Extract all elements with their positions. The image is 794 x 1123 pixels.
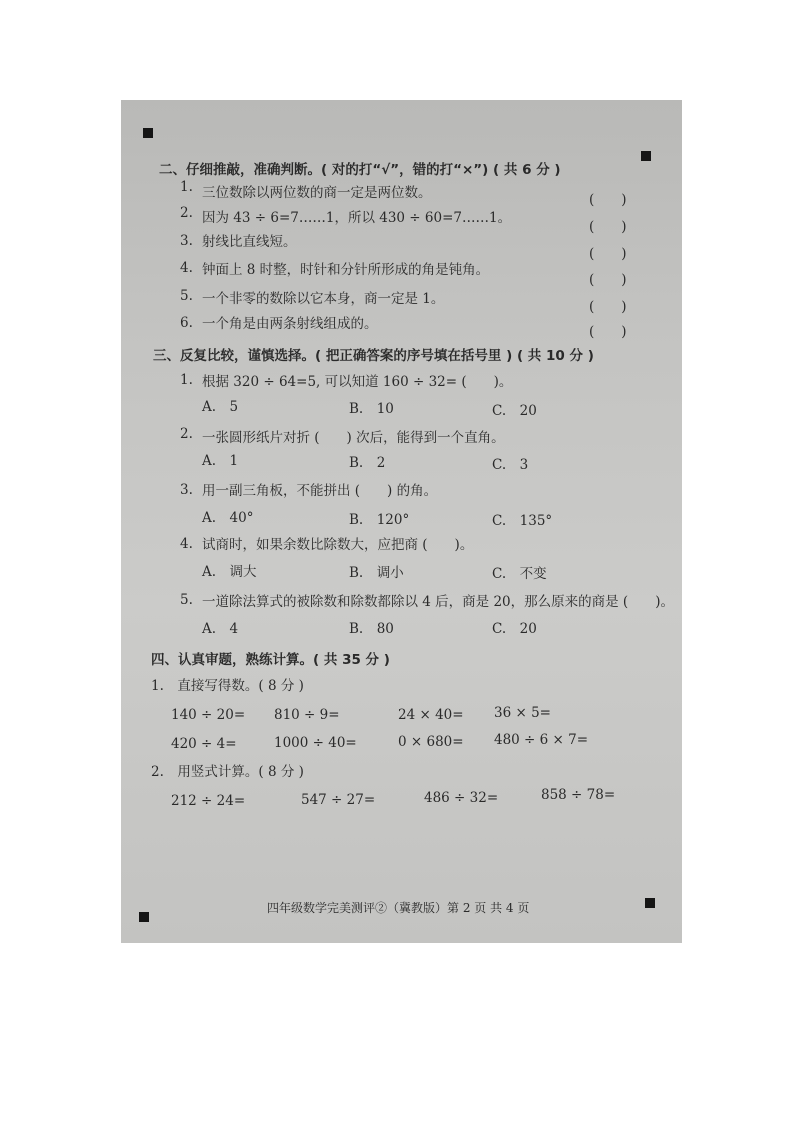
calc-expression: 0 × 680= xyxy=(398,734,464,750)
registration-mark-top-left xyxy=(143,128,153,138)
calc-expression: 486 ÷ 32= xyxy=(424,790,499,806)
judge-item-text: 钟面上 8 时整，时针和分针所形成的角是钝角。 xyxy=(202,262,490,278)
choice-option[interactable]: B. 2 xyxy=(349,455,386,471)
calc-expression: 810 ÷ 9= xyxy=(274,707,340,723)
choice-option[interactable]: B. 10 xyxy=(349,401,394,417)
section-judge-heading: 二、仔细推敲，准确判断。( 对的打“√”，错的打“×”) ( 共 6 分 ) xyxy=(159,162,561,178)
choice-option[interactable]: B. 120° xyxy=(349,512,410,528)
registration-mark-bottom-right xyxy=(645,898,655,908)
calc-expression: 420 ÷ 4= xyxy=(171,736,237,752)
judge-item-text: 因为 43 ÷ 6=7……1，所以 430 ÷ 60=7……1。 xyxy=(202,210,512,226)
choice-option[interactable]: A. 调大 xyxy=(202,564,257,580)
judge-item-num: 4. xyxy=(180,260,193,276)
judge-answer-blank[interactable]: ( ) xyxy=(589,272,627,288)
judge-answer-blank[interactable]: ( ) xyxy=(589,192,627,208)
calc-expression: 36 × 5= xyxy=(494,705,551,721)
choice-option[interactable]: C. 3 xyxy=(492,457,529,473)
judge-answer-blank[interactable]: ( ) xyxy=(589,324,627,340)
choice-option[interactable]: C. 20 xyxy=(492,621,537,637)
judge-answer-blank[interactable]: ( ) xyxy=(589,299,627,315)
choice-item-num: 5. xyxy=(180,592,193,608)
choice-option[interactable]: C. 20 xyxy=(492,403,537,419)
choice-item-text: 试商时，如果余数比除数大，应把商 ( )。 xyxy=(202,537,474,553)
choice-item-num: 2. xyxy=(180,426,193,442)
judge-item-text: 一个角是由两条射线组成的。 xyxy=(202,316,378,332)
calc-expression: 858 ÷ 78= xyxy=(541,787,616,803)
page-footer: 四年级数学完美测评②（冀教版）第 2 页 共 4 页 xyxy=(267,901,530,915)
judge-item-num: 6. xyxy=(180,315,193,331)
choice-option[interactable]: C. 不变 xyxy=(492,566,547,582)
choice-item-text: 根据 320 ÷ 64=5, 可以知道 160 ÷ 32= ( )。 xyxy=(202,374,513,390)
calc-expression: 140 ÷ 20= xyxy=(171,707,246,723)
choice-option[interactable]: B. 80 xyxy=(349,621,394,637)
calc-expression: 24 × 40= xyxy=(398,707,464,723)
judge-item-num: 1. xyxy=(180,179,193,195)
calc-expression: 480 ÷ 6 × 7= xyxy=(494,732,589,748)
exam-page xyxy=(121,100,682,943)
judge-item-num: 3. xyxy=(180,233,193,249)
choice-option[interactable]: C. 135° xyxy=(492,513,553,529)
judge-item-text: 射线比直线短。 xyxy=(202,234,297,250)
choice-option[interactable]: A. 40° xyxy=(202,510,254,526)
calc-expression: 547 ÷ 27= xyxy=(301,792,376,808)
judge-item-text: 一个非零的数除以它本身，商一定是 1。 xyxy=(202,291,445,307)
registration-mark-bottom-left xyxy=(139,912,149,922)
choice-item-text: 一道除法算式的被除数和除数都除以 4 后，商是 20，那么原来的商是 ( )。 xyxy=(202,594,674,610)
section-choice-heading: 三、反复比较，谨慎选择。( 把正确答案的序号填在括号里 ) ( 共 10 分 ) xyxy=(153,348,594,364)
choice-item-num: 1. xyxy=(180,372,193,388)
choice-option[interactable]: A. 4 xyxy=(202,621,239,637)
choice-item-text: 用一副三角板，不能拼出 ( ) 的角。 xyxy=(202,483,438,499)
calc-part2-title: 2. 用竖式计算。( 8 分 ) xyxy=(151,764,304,780)
judge-item-num: 2. xyxy=(180,205,193,221)
choice-item-num: 3. xyxy=(180,482,193,498)
choice-option[interactable]: A. 5 xyxy=(202,399,239,415)
calc-part1-title: 1. 直接写得数。( 8 分 ) xyxy=(151,678,304,694)
registration-mark-top-right xyxy=(641,151,651,161)
judge-answer-blank[interactable]: ( ) xyxy=(589,246,627,262)
judge-item-num: 5. xyxy=(180,288,193,304)
choice-item-text: 一张圆形纸片对折 ( ) 次后，能得到一个直角。 xyxy=(202,430,505,446)
calc-expression: 212 ÷ 24= xyxy=(171,793,246,809)
choice-option[interactable]: B. 调小 xyxy=(349,565,404,581)
choice-item-num: 4. xyxy=(180,536,193,552)
judge-item-text: 三位数除以两位数的商一定是两位数。 xyxy=(202,185,432,201)
calc-expression: 1000 ÷ 40= xyxy=(274,735,357,751)
judge-answer-blank[interactable]: ( ) xyxy=(589,219,627,235)
choice-option[interactable]: A. 1 xyxy=(202,453,239,469)
section-calc-heading: 四、认真审题，熟练计算。( 共 35 分 ) xyxy=(151,652,390,668)
